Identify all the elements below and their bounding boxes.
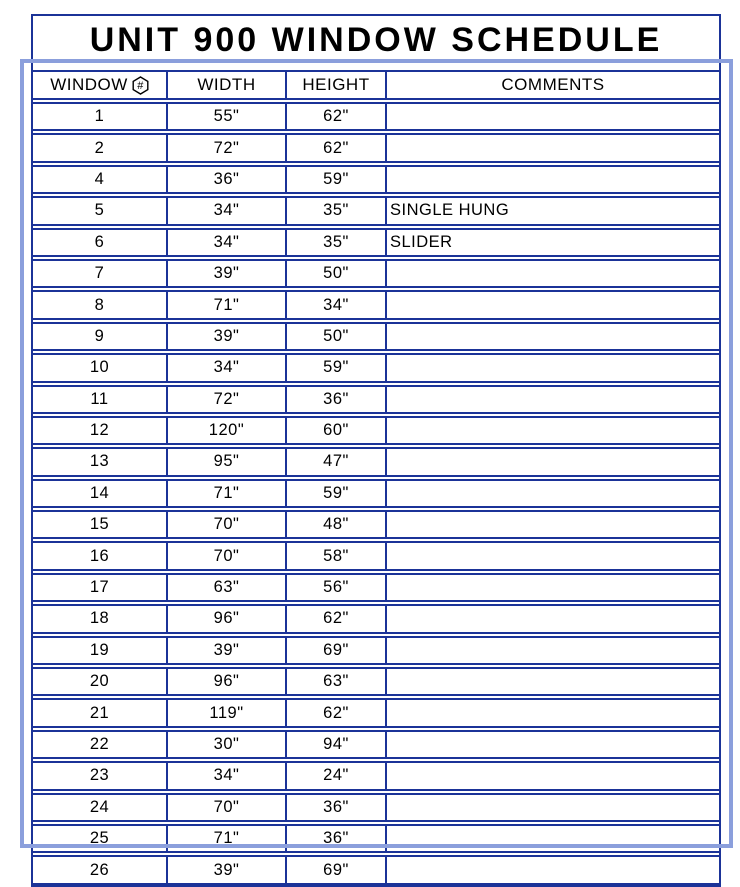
height-cell: 24" xyxy=(285,763,385,788)
window-number-cell: 25 xyxy=(89,829,110,848)
column-header-height: HEIGHT xyxy=(285,72,385,98)
width-cell: 70" xyxy=(166,543,285,568)
height-cell: 69" xyxy=(285,638,385,663)
height-cell: 47" xyxy=(285,449,385,474)
width-cell: 34" xyxy=(166,230,285,255)
window-number-cell: 16 xyxy=(89,546,110,565)
window-column-label: WINDOW xyxy=(50,75,128,94)
height-cell: 62" xyxy=(285,606,385,631)
height-cell: 36" xyxy=(285,795,385,820)
window-number-cell: 17 xyxy=(89,578,110,597)
width-cell: 39" xyxy=(166,638,285,663)
width-cell: 55" xyxy=(166,104,285,129)
width-cell: 71" xyxy=(166,481,285,506)
height-cell: 59" xyxy=(285,481,385,506)
width-cell: 72" xyxy=(166,387,285,412)
width-cell: 71" xyxy=(166,826,285,851)
column-header-comments: COMMENTS xyxy=(385,72,719,98)
window-number-cell: 10 xyxy=(89,358,110,377)
svg-text:#: # xyxy=(136,79,144,92)
window-number-cell: 7 xyxy=(94,264,105,283)
selection-highlight-border[interactable] xyxy=(20,59,733,848)
window-number-cell: 5 xyxy=(94,201,105,220)
width-cell: 30" xyxy=(166,732,285,757)
width-cell: 95" xyxy=(166,449,285,474)
window-number-cell: 21 xyxy=(89,703,110,722)
height-cell: 34" xyxy=(285,292,385,317)
window-number-cell: 8 xyxy=(94,295,105,314)
height-cell: 62" xyxy=(285,700,385,725)
height-cell: 62" xyxy=(285,104,385,129)
width-cell: 39" xyxy=(166,324,285,349)
width-cell: 39" xyxy=(166,261,285,286)
width-cell: 36" xyxy=(166,167,285,192)
height-cell: 63" xyxy=(285,669,385,694)
window-number-cell: 13 xyxy=(89,452,110,471)
height-cell: 56" xyxy=(285,575,385,600)
height-cell: 59" xyxy=(285,355,385,380)
height-cell: 62" xyxy=(285,135,385,160)
window-number-cell: 1 xyxy=(94,107,105,126)
window-number-cell: 14 xyxy=(89,483,110,502)
page-title: UNIT 900 WINDOW SCHEDULE xyxy=(80,23,673,63)
height-cell: 94" xyxy=(285,732,385,757)
window-number-cell: 23 xyxy=(89,766,110,785)
window-number-cell: 9 xyxy=(94,326,105,345)
window-number-cell: 15 xyxy=(89,515,110,534)
width-cell: 71" xyxy=(166,292,285,317)
width-cell: 96" xyxy=(166,606,285,631)
height-cell: 69" xyxy=(285,857,385,882)
comments-cell: SLIDER xyxy=(385,230,719,255)
column-header-width: WIDTH xyxy=(166,72,285,98)
comments-cell xyxy=(385,857,719,882)
window-number-cell: 11 xyxy=(90,389,109,408)
window-number-cell: 26 xyxy=(89,860,110,879)
height-cell: 36" xyxy=(285,826,385,851)
height-cell: 50" xyxy=(285,324,385,349)
width-cell: 72" xyxy=(166,135,285,160)
width-cell: 34" xyxy=(166,355,285,380)
width-cell: 119" xyxy=(166,700,285,725)
width-cell: 34" xyxy=(166,198,285,223)
width-cell: 70" xyxy=(166,795,285,820)
window-number-cell: 19 xyxy=(89,640,110,659)
window-number-cell: 20 xyxy=(89,672,110,691)
window-number-cell: 18 xyxy=(89,609,110,628)
window-number-cell: 22 xyxy=(89,735,110,753)
height-cell: 36" xyxy=(285,387,385,412)
width-cell: 34" xyxy=(166,763,285,788)
width-cell: 96" xyxy=(166,669,285,694)
height-cell: 35" xyxy=(285,230,385,255)
height-cell: 50" xyxy=(285,261,385,286)
window-number-cell: 4 xyxy=(94,169,105,188)
height-cell: 35" xyxy=(285,198,385,223)
height-cell: 48" xyxy=(285,512,385,537)
window-number-cell: 2 xyxy=(94,138,105,157)
width-cell: 63" xyxy=(166,575,285,600)
height-cell: 58" xyxy=(285,543,385,568)
width-cell: 39" xyxy=(166,857,285,882)
height-cell: 60" xyxy=(285,418,385,443)
table-row xyxy=(33,855,719,884)
window-number-cell: 12 xyxy=(89,421,110,440)
comments-cell: SINGLE HUNG xyxy=(385,198,719,223)
width-cell: 70" xyxy=(166,512,285,537)
width-cell: 120" xyxy=(166,418,285,443)
height-cell: 59" xyxy=(285,167,385,192)
window-number-cell: 24 xyxy=(89,797,110,816)
window-number-cell: 6 xyxy=(94,232,105,251)
